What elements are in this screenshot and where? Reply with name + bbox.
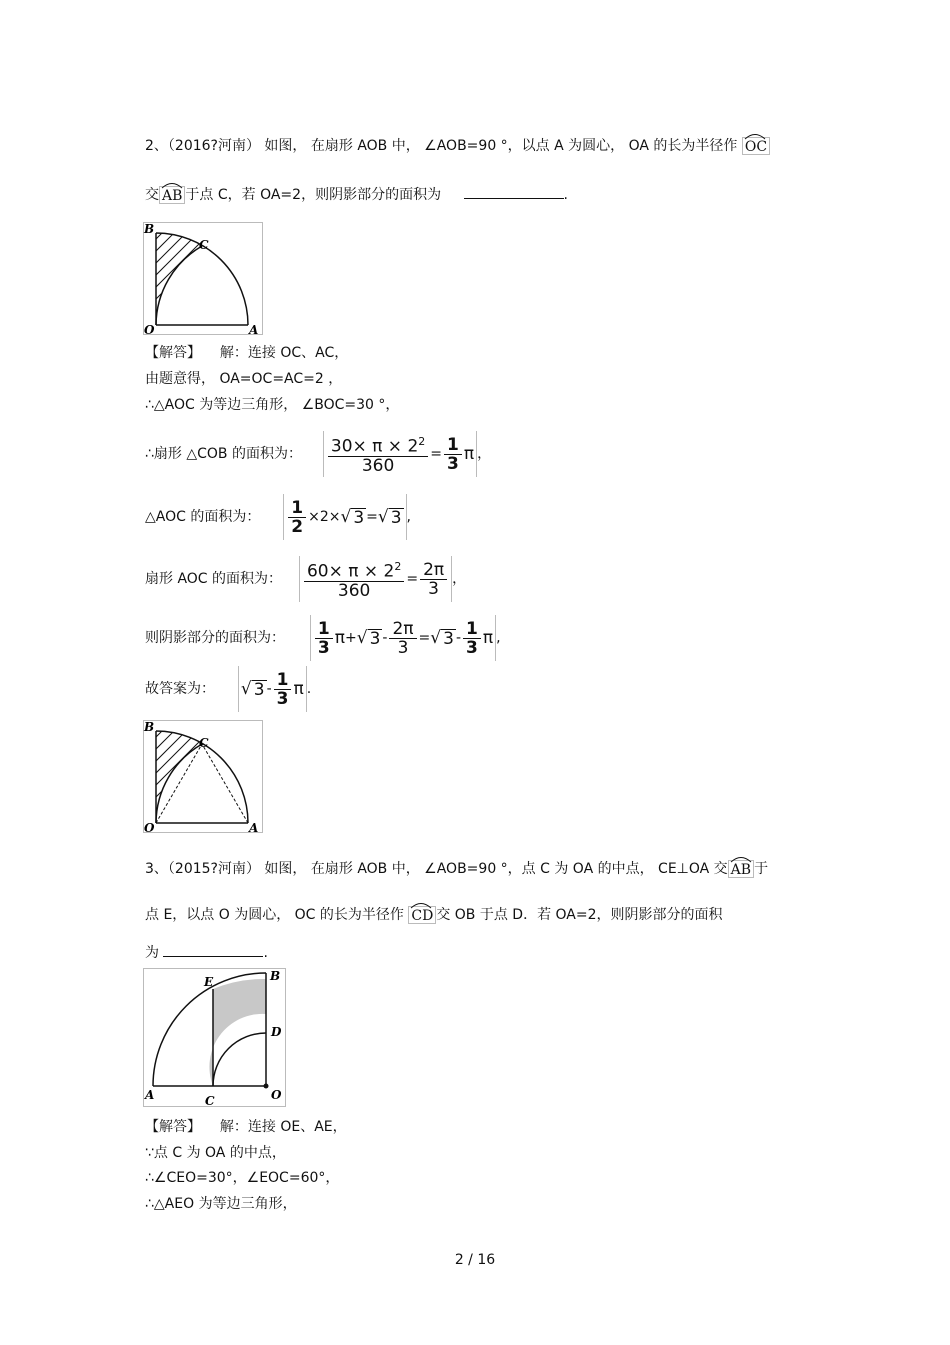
problem3-solution-line-2: ∵点 C 为 OA 的中点， <box>145 1145 286 1161</box>
problem2-line2: 交 AB 于点 C，若 OA=2，则阴影部分的面积为 . <box>145 184 568 205</box>
label-b: B <box>270 969 281 983</box>
arc-ab-symbol: AB <box>159 186 185 204</box>
label-d: D <box>271 1025 282 1039</box>
label-b: B <box>144 720 155 734</box>
problem2-text-1: 2、（2016?河南） 如图， 在扇形 AOB 中， ∠AOB=90 °，以点 A 为圆心， OA 的长为半径作 <box>145 138 738 154</box>
problem3-solution-line-4: ∴△AEO 为等边三角形， <box>145 1196 297 1212</box>
answer-blank <box>464 184 564 199</box>
formula-sector-cob: $\frac{30\times \pi \times 2^2}{360}$ = $\frac{1}{3}$ π <box>323 431 477 477</box>
label-c: C <box>199 238 209 252</box>
solution-line-1: 【解答】 解：连接 OC、AC， <box>145 345 349 361</box>
formula-sector-aoc: $\frac{60\times \pi \times 2^2}{360}$ = $\frac{2\pi}{3}$ <box>299 556 452 602</box>
solution-line-7: 则阴影部分的面积为： $\frac{1}{3}$ π + √ 3 - $\frac{2\pi}{3}$ = √ 3 - $\frac{1}{3}$ π , <box>145 615 501 661</box>
problem3-line1: 3、（2015?河南） 如图， 在扇形 AOB 中， ∠AOB=90 °，点 C 为 OA 的中点， CE⊥OA 交 AB 于 <box>145 859 768 879</box>
solution-line-3: ∴△AOC 为等边三角形， ∠BOC=30 °， <box>145 397 400 413</box>
label-a: A <box>249 323 259 337</box>
arc-oc-symbol: OC <box>742 137 770 155</box>
label-c: C <box>199 736 209 750</box>
problem3-solution-line-3: ∴∠CEO=30°，∠EOC=60°， <box>145 1170 340 1186</box>
problem3-line2: 点 E，以点 O 为圆心， OC 的长为半径作 CD 交 OB 于点 D．若 OA=2，则阴影部分的面积 <box>145 905 723 925</box>
solution-line-8: 故答案为： √ 3 - $\frac{1}{3}$ π . <box>145 666 311 712</box>
solution-line-2: 由题意得， OA=OC=AC=2 ， <box>145 371 343 387</box>
label-e: E <box>204 975 214 989</box>
answer-blank-2 <box>163 942 263 957</box>
figure-sector-2 <box>143 720 265 835</box>
problem2-line1 <box>145 136 770 156</box>
solution-line-6: 扇形 AOC 的面积为： $\frac{60\times \pi \times 2^2}{360}$ = $\frac{2\pi}{3}$ ， <box>145 556 466 602</box>
label-a: A <box>249 821 259 835</box>
arc-ab-symbol-2: AB <box>728 860 754 878</box>
figure-sector-1 <box>143 222 265 337</box>
page-number: 2 / 16 <box>454 1252 496 1268</box>
problem3-line3: 为 . <box>145 942 268 963</box>
arc-cd-symbol: CD <box>408 906 436 924</box>
formula-shaded-area: $\frac{1}{3}$ π + √ 3 - $\frac{2\pi}{3}$ = √ 3 - $\frac{1}{3}$ π <box>310 615 496 661</box>
formula-triangle-aoc: $\frac{1}{2}$ ×2× √ 3 = √ 3 <box>283 494 406 540</box>
figure-sector-3 <box>143 968 288 1108</box>
problem3-solution-line-1: 【解答】 解：连接 OE、AE， <box>145 1119 347 1135</box>
label-c: C <box>205 1094 215 1108</box>
formula-answer: √ 3 - $\frac{1}{3}$ π <box>238 666 307 712</box>
solution-line-4: ∴扇形 △COB 的面积为： $\frac{30\times \pi \times 2^2}{360}$ = $\frac{1}{3}$ π ， <box>145 431 491 477</box>
label-o: O <box>271 1088 282 1102</box>
solution-heading-2: 【解答】 <box>145 1119 201 1135</box>
label-a: A <box>145 1088 155 1102</box>
solution-heading: 【解答】 <box>145 345 201 361</box>
label-o: O <box>144 821 155 835</box>
solution-line-5: △AOC 的面积为： $\frac{1}{2}$ ×2× √ 3 = √ 3 , <box>145 494 411 540</box>
label-o: O <box>144 323 155 337</box>
label-b: B <box>144 222 155 236</box>
